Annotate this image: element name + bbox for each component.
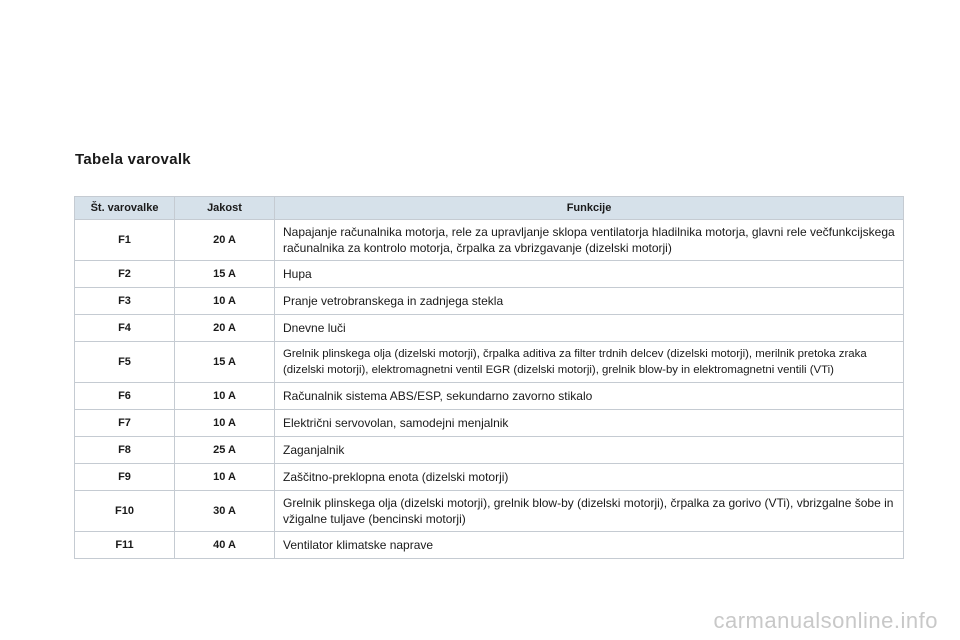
table-row <box>75 532 904 559</box>
page-title: Tabela varovalk <box>75 151 191 168</box>
table-row <box>75 464 904 491</box>
function-cell: Dnevne luči <box>275 315 904 342</box>
function-cell: Pranje vetrobranskega in zadnjega stekla <box>275 288 904 315</box>
amperage-cell: 25 A <box>175 437 275 464</box>
fuse-number-cell: F4 <box>75 315 175 342</box>
function-cell: Zaščitno-preklopna enota (dizelski motorji) <box>275 464 904 491</box>
function-cell: Hupa <box>275 261 904 288</box>
table-row <box>75 437 904 464</box>
fuse-number-cell: F9 <box>75 464 175 491</box>
fuse-number-cell: F10 <box>75 491 175 532</box>
table-row <box>75 261 904 288</box>
table-row <box>75 342 904 383</box>
table-header-row <box>75 197 904 220</box>
function-cell: Grelnik plinskega olja (dizelski motorji), črpalka aditiva za filter trdnih delcev (dizelski motorji), merilnik pretoka zraka (dizelski motorji), elektromagnetni ventil EGR (dizelski motorji), grelnik blow-by in elektromagnetni ventili (VTi) <box>275 342 904 383</box>
amperage-cell: 20 A <box>175 220 275 261</box>
fuse-number-cell: F2 <box>75 261 175 288</box>
header-amperage: Jakost <box>175 197 275 220</box>
fuse-number-cell: F11 <box>75 532 175 559</box>
table-row <box>75 315 904 342</box>
function-cell: Zaganjalnik <box>275 437 904 464</box>
amperage-cell: 10 A <box>175 410 275 437</box>
function-cell: Ventilator klimatske naprave <box>275 532 904 559</box>
function-cell: Napajanje računalnika motorja, rele za upravljanje sklopa ventilatorja hladilnika motorja, glavni rele večfunkcijskega računalnika za kontrolo motorja, črpalka za vbrizgavanje (dizelski motorji) <box>275 220 904 261</box>
watermark: carmanualsonline.info <box>713 608 938 633</box>
amperage-cell: 40 A <box>175 532 275 559</box>
amperage-cell: 10 A <box>175 383 275 410</box>
header-fuse-number: Št. varovalke <box>75 197 175 220</box>
amperage-cell: 15 A <box>175 261 275 288</box>
fuse-table <box>74 196 904 559</box>
amperage-cell: 20 A <box>175 315 275 342</box>
table-row <box>75 288 904 315</box>
fuse-number-cell: F3 <box>75 288 175 315</box>
table-row <box>75 220 904 261</box>
amperage-cell: 10 A <box>175 288 275 315</box>
table-row <box>75 383 904 410</box>
amperage-cell: 15 A <box>175 342 275 383</box>
header-functions: Funkcije <box>275 197 904 220</box>
function-cell: Električni servovolan, samodejni menjalnik <box>275 410 904 437</box>
function-cell: Grelnik plinskega olja (dizelski motorji), grelnik blow-by (dizelski motorji), črpalka za gorivo (VTi), vbrizgalne šobe in vžigalne tuljave (bencinski motorji) <box>275 491 904 532</box>
amperage-cell: 30 A <box>175 491 275 532</box>
fuse-number-cell: F8 <box>75 437 175 464</box>
function-cell: Računalnik sistema ABS/ESP, sekundarno zavorno stikalo <box>275 383 904 410</box>
amperage-cell: 10 A <box>175 464 275 491</box>
table-row <box>75 410 904 437</box>
fuse-number-cell: F7 <box>75 410 175 437</box>
fuse-number-cell: F6 <box>75 383 175 410</box>
fuse-number-cell: F1 <box>75 220 175 261</box>
fuse-number-cell: F5 <box>75 342 175 383</box>
table-row <box>75 491 904 532</box>
